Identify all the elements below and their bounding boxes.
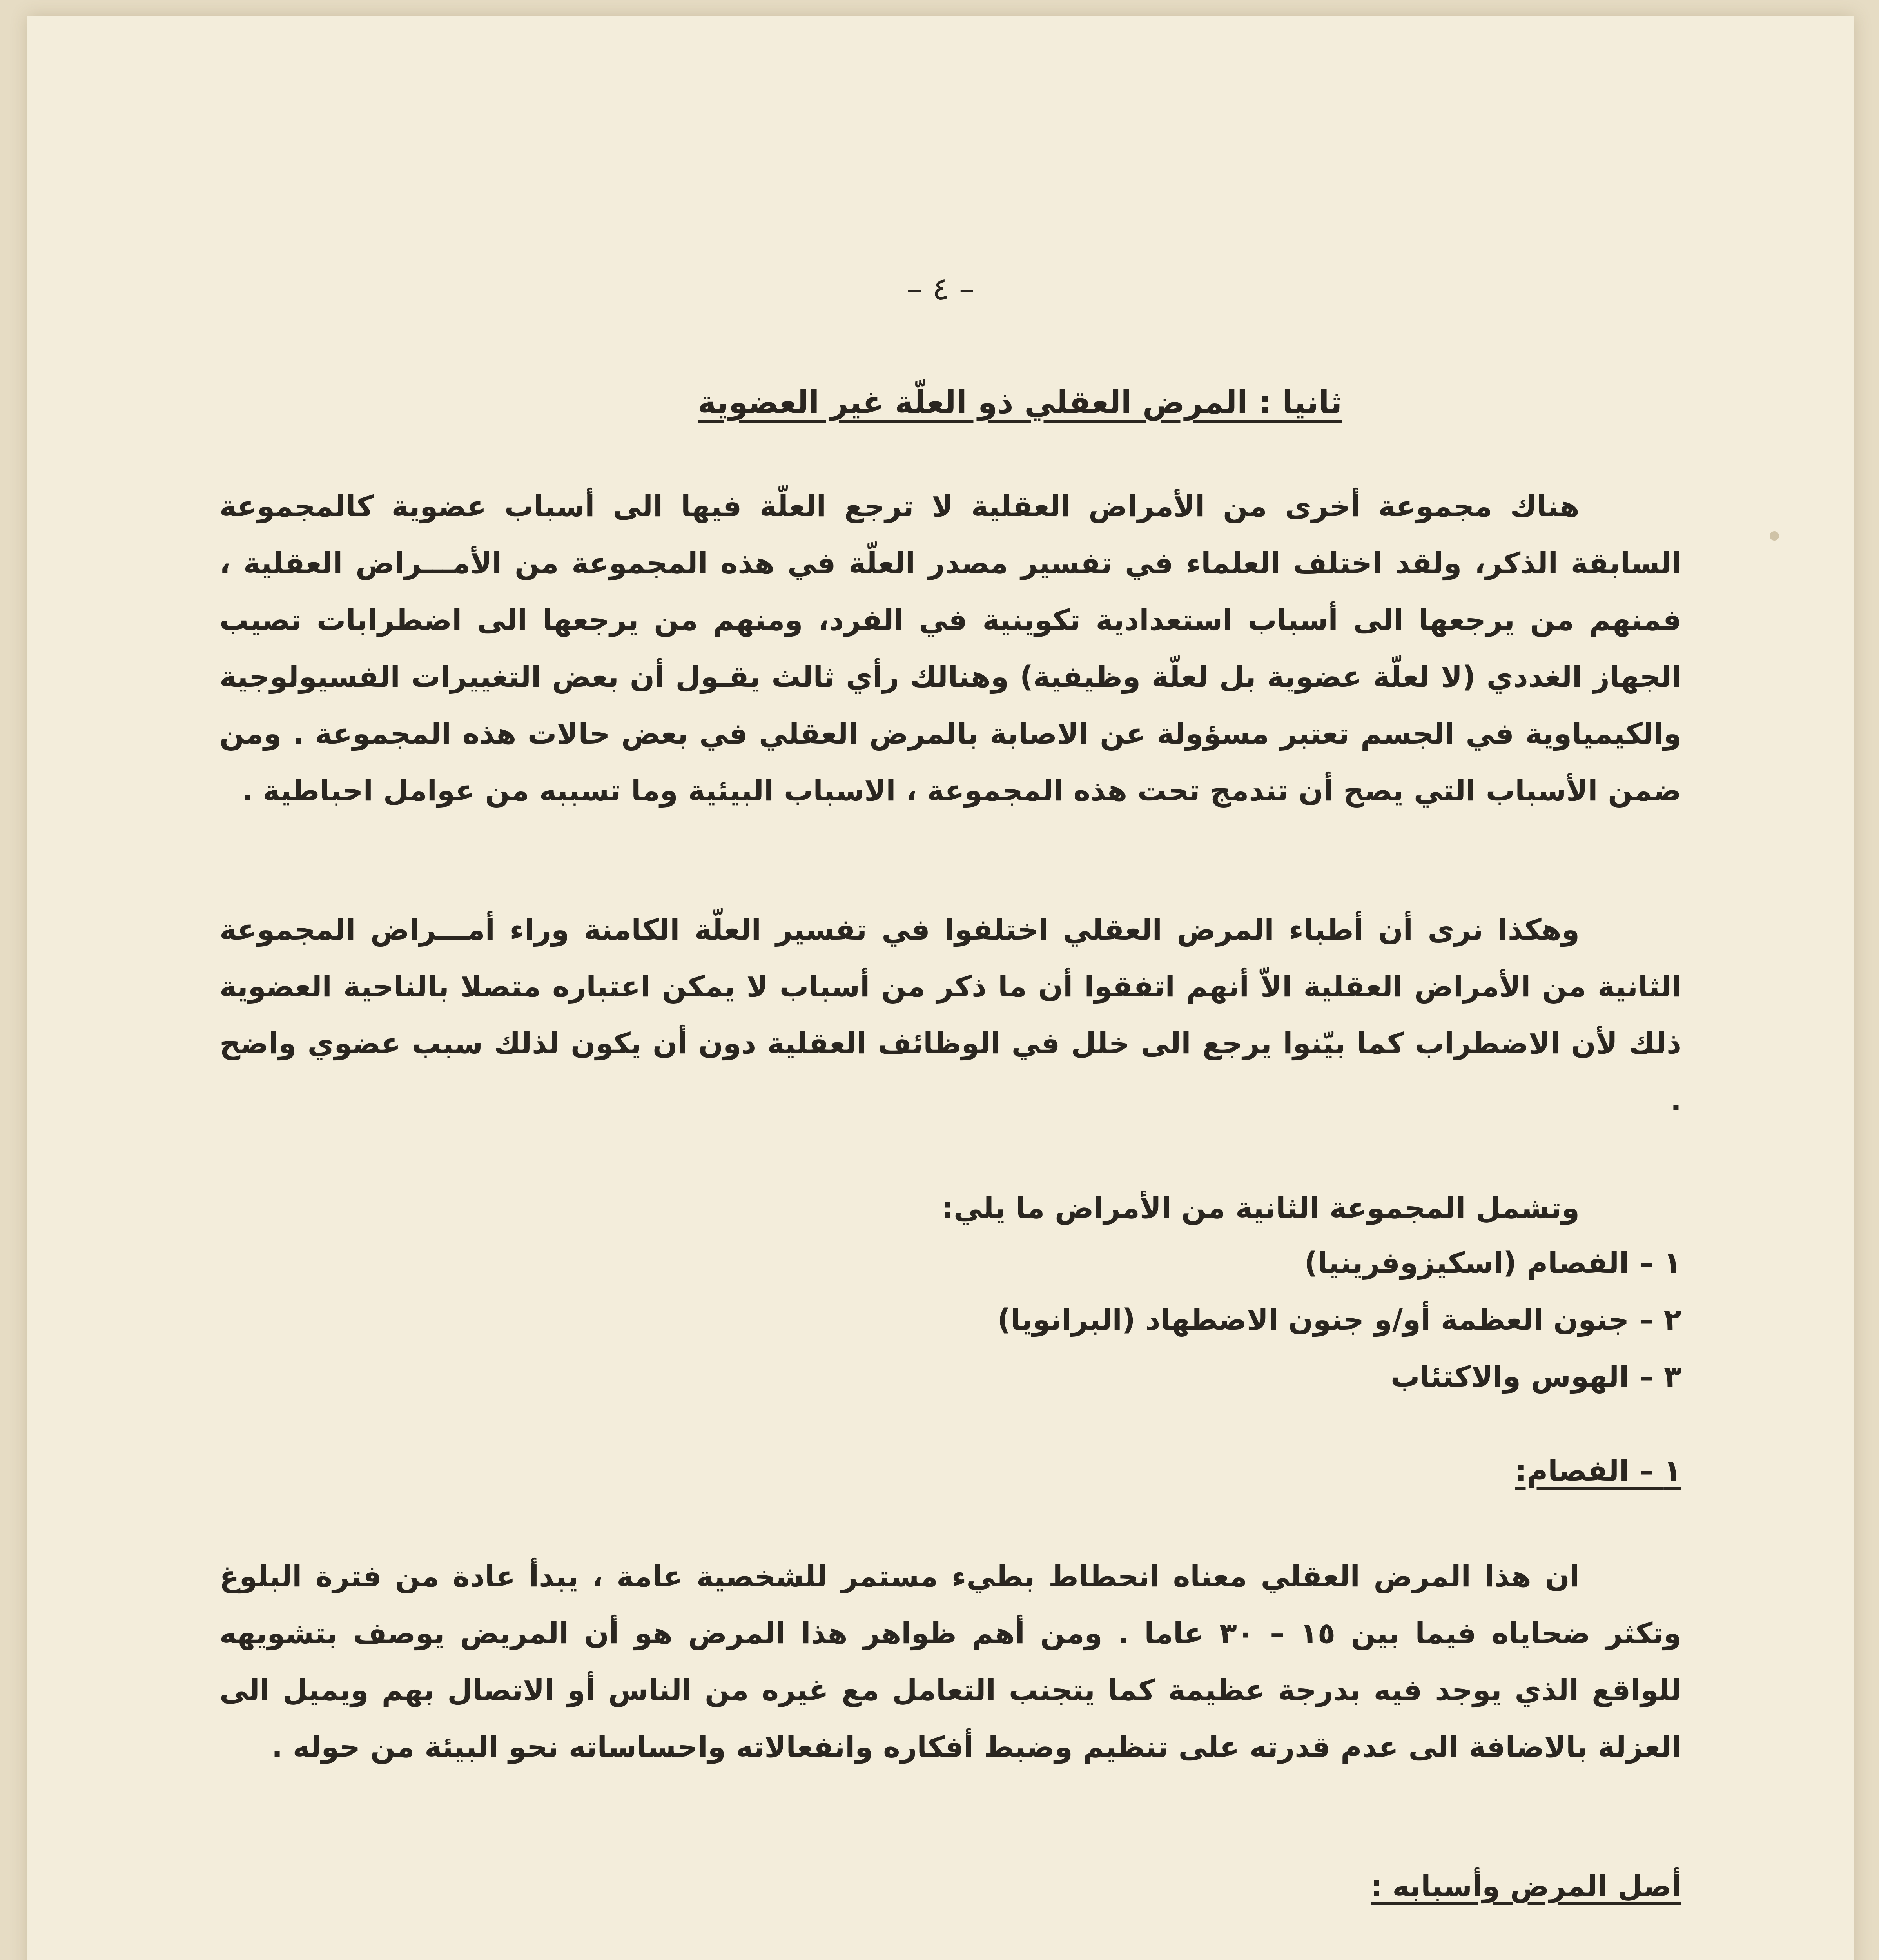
paragraph-2: [219, 902, 1681, 1129]
subheading-schizophrenia-text: ١ – الفصام:: [1515, 1454, 1681, 1488]
paragraph-1-text: هناك مجموعة أخرى من الأمراض العقلية لا ترجع العلّة فيها الى أسباب عضوية كالمجموعة السابقة الذكر، ولقد اختلف العلماء في تفسير مصدر العلّة في هذه المجموعة من الأمـــراض العقلية ، فمنهم من يرجعها الى أسباب استعدادية تكوينية في الفرد، ومنهم من يرجعها الى اضطرابات تصيب الجهاز الغددي (لا لعلّة عضوية بل لعلّة وظيفية) وهنالك رأي ثالث يقـول أن بعض التغييرات الفسيولوجية والكيمياوية في الجسم تعتبر مسؤولة عن الاصابة بالمرض العقلي في بعض حالات هذه المجموعة . ومن ضمن الأسباب التي يصح أن تندمج تحت هذه المجموعة ، الاسباب البيئية وما تسببه من عوامل احباطية .: [219, 490, 1681, 808]
subheading-schizophrenia: [219, 1443, 1681, 1499]
list-intro: [219, 1180, 1681, 1237]
list-item: ٣ – الهوس والاكتئاب: [1390, 1360, 1681, 1394]
page-number: – ٤ –: [907, 270, 975, 307]
section-title: [698, 384, 1342, 421]
list-item: ٢ – جنون العظمة أو/و جنون الاضطهاد (البرانويا): [997, 1303, 1681, 1337]
paragraph-2-text: وهكذا نرى أن أطباء المرض العقلي اختلفوا في تفسير العلّة الكامنة وراء أمـــراض المجموعة الثانية من الأمراض العقلية الاّ أنهم اتفقوا أن ما ذكر من أسباب لا يمكن اعتباره متصلا بالناحية العضوية ذلك لأن الاضطراب كما بيّنوا يرجع الى خلل في الوظائف العقلية دون أن يكون لذلك سبب عضوي واضح .: [219, 913, 1681, 1117]
paragraph-1: [219, 478, 1681, 819]
paragraph-4: [219, 1548, 1681, 1776]
subheading-causes-text: أصل المرض وأسبابه :: [1371, 1869, 1681, 1903]
section-title-text: ثانيا : المرض العقلي ذو العلّة غير العضوية: [698, 384, 1342, 421]
subheading-causes: [219, 1858, 1681, 1915]
paragraph-4-text: ان هذا المرض العقلي معناه انحطاط بطيء مستمر للشخصية عامة ، يبدأ عادة من فترة البلوغ وتكثر ضحاياه فيما بين ١٥ – ٣٠ عاما . ومن أهم ظواهر هذا المرض هو أن المريض يوصف بتشويهه للواقع الذي يوجد فيه بدرجة عظيمة كما يتجنب التعامل مع غيره من الناس أو الاتصال بهم ويميل الى العزلة بالاضافة الى عدم قدرته على تنظيم وضبط أفكاره وانفعالاته واحساساته نحو البيئة من حوله .: [219, 1560, 1682, 1764]
paper-mark: [1770, 531, 1779, 541]
list-intro-text: وتشمل المجموعة الثانية من الأمراض ما يلي:: [942, 1191, 1580, 1225]
list-item: ١ – الفصام (اسكيزوفرينيا): [1304, 1246, 1681, 1280]
disease-list: [219, 1235, 1681, 1405]
